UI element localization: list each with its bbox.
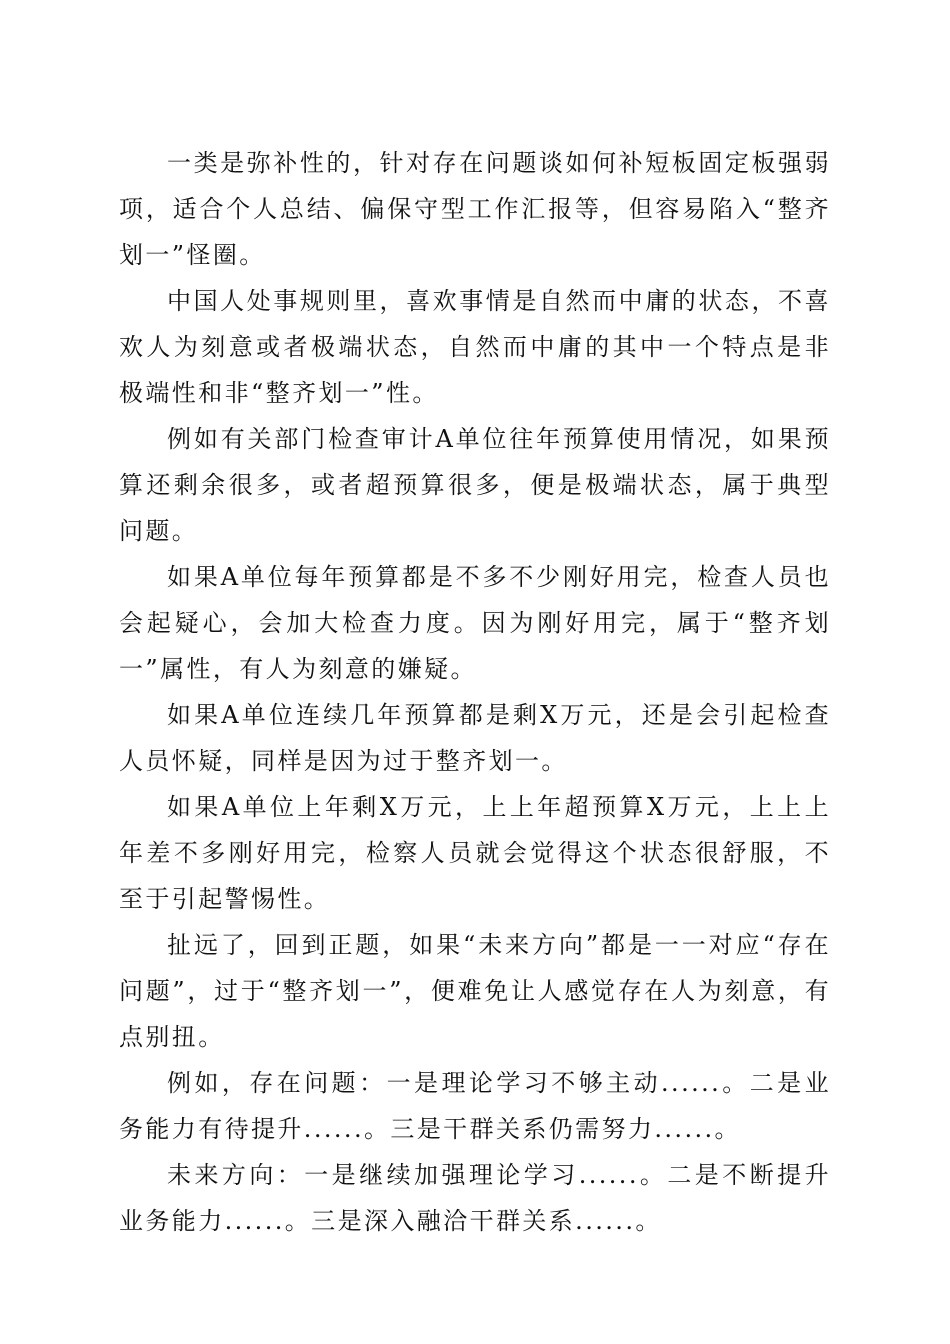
paragraph: 扯远了，回到正题，如果“未来方向”都是一一对应“存在问题”，过于“整齐划一”，便难免让人感觉存在人为刻意，有点别扭。 [119, 931, 831, 1051]
paragraph: 中国人处事规则里，喜欢事情是自然而中庸的状态，不喜欢人为刻意或者极端状态，自然而中庸的其中一个特点是非极端性和非“整齐划一”性。 [119, 287, 831, 407]
paragraph: 如果A单位连续几年预算都是剩X万元，还是会引起检查人员怀疑，同样是因为过于整齐划一。 [119, 701, 831, 775]
paragraph: 一类是弥补性的，针对存在问题谈如何补短板固定板强弱项，适合个人总结、偏保守型工作汇报等，但容易陷入“整齐划一”怪圈。 [119, 149, 831, 269]
paragraph: 如果A单位每年预算都是不多不少刚好用完，检查人员也会起疑心，会加大检查力度。因为刚好用完，属于“整齐划一”属性，有人为刻意的嫌疑。 [119, 563, 831, 683]
paragraph: 如果A单位上年剩X万元，上上年超预算X万元，上上上年差不多刚好用完，检察人员就会觉得这个状态很舒服，不至于引起警惕性。 [119, 793, 831, 913]
paragraph: 例如有关部门检查审计A单位往年预算使用情况，如果预算还剩余很多，或者超预算很多，便是极端状态，属于典型问题。 [119, 425, 831, 545]
paragraph: 例如，存在问题：一是理论学习不够主动......。二是业务能力有待提升......。三是干群关系仍需努力......。 [119, 1069, 831, 1143]
paragraph: 未来方向：一是继续加强理论学习......。二是不断提升业务能力......。三是深入融洽干群关系......。 [119, 1161, 831, 1235]
document-body [119, 140, 831, 1244]
